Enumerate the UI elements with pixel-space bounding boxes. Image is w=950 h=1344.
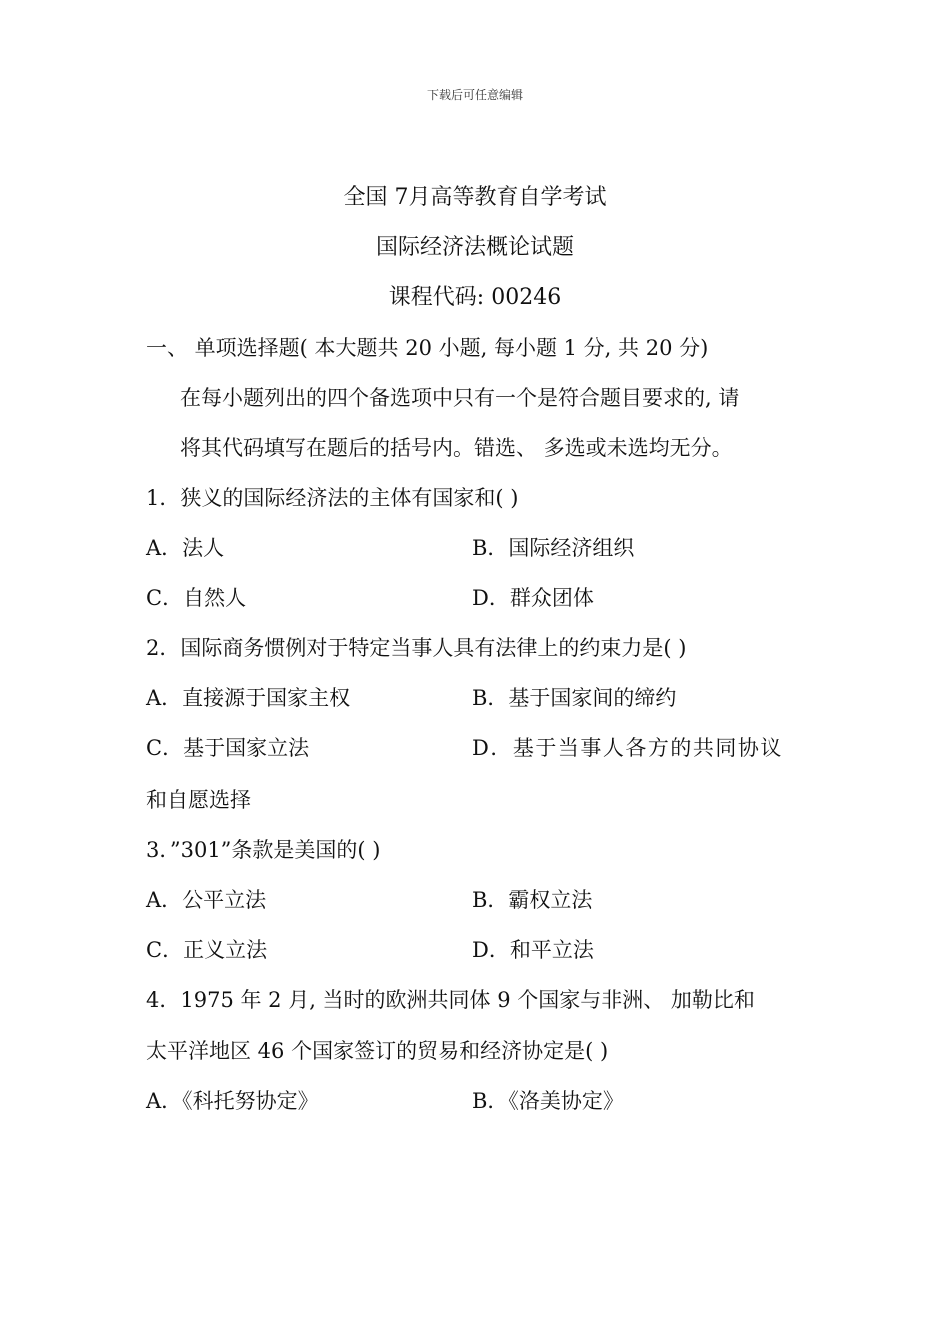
question-1-option-b: B．国际经济组织 [472,536,635,560]
header-note: 下载后可任意编辑 [426,88,523,102]
question-3-option-d: D．和平立法 [472,938,594,962]
question-2-option-d-continuation: 和自愿选择 [146,788,251,812]
question-1-option-d: D．群众团体 [472,586,594,610]
exam-title: 全国 7月高等教育自学考试 [343,185,607,210]
question-3-stem: 3．”301”条款是美国的( ) [146,838,381,862]
question-4-stem-line-2: 太平洋地区 46 个国家签订的贸易和经济协定是( ) [146,1039,609,1063]
question-1-stem: 1．狭义的国际经济法的主体有国家和( ) [146,486,519,510]
question-4-stem-line-1: 4．1975 年 2 月, 当时的欧洲共同体 9 个国家与非洲、 加勒比和 [146,988,755,1012]
question-2-option-b: B．基于国家间的缔约 [472,686,677,710]
instruction-line-2: 将其代码填写在题后的括号内。错选、 多选或未选均无分。 [180,436,733,460]
exam-subject: 国际经济法概论试题 [375,235,574,260]
question-4-option-a: A．《科托努协定》 [146,1089,319,1113]
question-3-option-a: A．公平立法 [146,888,267,912]
question-4-option-b: B．《洛美协定》 [472,1089,624,1113]
instruction-line-1: 在每小题列出的四个备选项中只有一个是符合题目要求的, 请 [180,386,740,410]
question-1-option-c: C．自然人 [146,586,247,610]
question-2-option-c: C．基于国家立法 [146,736,310,760]
question-2-option-d: D．基于当事人各方的共同协议 [472,736,783,760]
course-code: 课程代码: 00246 [388,285,562,310]
question-2-option-a: A．直接源于国家主权 [146,686,351,710]
question-3-option-c: C．正义立法 [146,938,268,962]
question-1-option-a: A．法人 [146,536,225,560]
question-3-option-b: B．霸权立法 [472,888,593,912]
question-2-stem: 2．国际商务惯例对于特定当事人具有法律上的约束力是( ) [146,636,687,660]
section-heading: 一、 单项选择题( 本大题共 20 小题, 每小题 1 分, 共 20 分) [146,336,709,360]
